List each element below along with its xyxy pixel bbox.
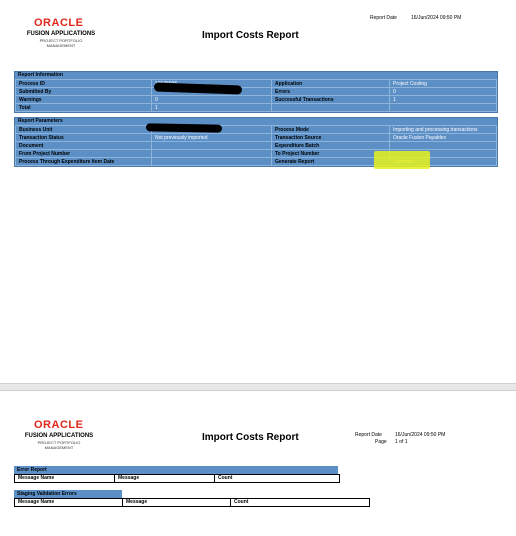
cell-label: Generate Report — [272, 158, 390, 166]
error-report-section — [14, 466, 338, 483]
report-information-header: Report Information — [18, 72, 63, 78]
column-header: Message Name — [15, 499, 123, 507]
cell-label: Transaction Status — [16, 134, 152, 142]
cell-label: Submitted By — [16, 88, 152, 96]
staging-errors-section — [14, 490, 370, 507]
cell-label: Process Mode — [272, 126, 390, 134]
cell-label: From Project Number — [16, 150, 152, 158]
cell-value: Not previously imported — [152, 134, 272, 142]
oracle-logo: ORACLE — [34, 17, 84, 29]
summary-highlight — [374, 151, 430, 169]
cell-label: Total — [16, 104, 152, 112]
cell-label: Successful Transactions — [272, 96, 390, 104]
fusion-apps-sub2: MANAGEMENT — [44, 445, 74, 450]
page-value: 1 of 1 — [395, 439, 408, 445]
cell-label: To Project Number — [272, 150, 390, 158]
cell-label: Business Unit — [16, 126, 152, 134]
fusion-apps-sub2: MANAGEMENT — [46, 43, 76, 48]
table-row — [16, 126, 497, 134]
cell-label: Document — [16, 142, 152, 150]
report-date-label: Report Date — [370, 15, 397, 21]
table-header-row — [15, 499, 370, 507]
cell-value — [390, 104, 497, 112]
cell-label: Warnings — [16, 96, 152, 104]
column-header: Message — [115, 475, 215, 483]
cell-value — [152, 158, 272, 166]
cell-value — [152, 150, 272, 158]
table-row — [16, 80, 497, 88]
table-row — [16, 134, 497, 142]
report-date-value: 16/Jun/2024 09:50 PM — [395, 432, 446, 438]
table-header-row — [15, 475, 340, 483]
fusion-apps-sub1: PROJECT PORTFOLIO — [39, 38, 83, 43]
report-information-rows — [15, 79, 497, 112]
cell-value — [390, 142, 497, 150]
page-label: Page — [375, 439, 387, 445]
column-header: Message Name — [15, 475, 115, 483]
cell-value: Oracle Fusion Payables — [390, 134, 497, 142]
cell-value: 1 — [390, 96, 497, 104]
report-date-label: Report Date — [355, 432, 382, 438]
table-row — [16, 96, 497, 104]
cell-label: Application — [272, 80, 390, 88]
page-divider — [0, 383, 516, 391]
table-row — [16, 104, 497, 112]
cell-value: Project Costing — [390, 80, 497, 88]
cell-label: Errors — [272, 88, 390, 96]
cell-value: Importing and processing transactions — [390, 126, 497, 134]
cell-value: 0 — [390, 88, 497, 96]
page-2 — [0, 392, 516, 536]
redaction-mark — [146, 123, 222, 132]
error-report-table — [14, 474, 340, 483]
cell-label — [272, 104, 390, 112]
cell-label: Transaction Source — [272, 134, 390, 142]
cell-value: 0 — [152, 96, 272, 104]
fusion-apps-title: FUSION APPLICATIONS — [24, 433, 94, 439]
cell-label: Expenditure Batch — [272, 142, 390, 150]
report-title: Import Costs Report — [202, 432, 299, 443]
fusion-apps-title: FUSION APPLICATIONS — [26, 31, 96, 37]
cell-value — [152, 142, 272, 150]
column-header: Count — [215, 475, 340, 483]
oracle-logo: ORACLE — [34, 419, 84, 431]
error-report-header: Error Report — [14, 466, 338, 474]
report-date-value: 16/Jun/2024 09:50 PM — [411, 15, 462, 21]
report-information-table — [14, 71, 498, 113]
cell-value: 1 — [152, 104, 272, 112]
table-row — [16, 88, 497, 96]
cell-label: Process ID — [16, 80, 152, 88]
cell-label: Process Through Expenditure Item Date — [16, 158, 152, 166]
report-parameters-header: Report Parameters — [18, 118, 63, 124]
staging-errors-header: Staging Validation Errors — [14, 490, 122, 498]
column-header: Count — [231, 499, 370, 507]
table-row — [16, 142, 497, 150]
fusion-apps-sub1: PROJECT PORTFOLIO — [37, 440, 81, 445]
column-header: Message — [123, 499, 231, 507]
staging-errors-table — [14, 498, 370, 507]
report-title: Import Costs Report — [202, 30, 299, 41]
